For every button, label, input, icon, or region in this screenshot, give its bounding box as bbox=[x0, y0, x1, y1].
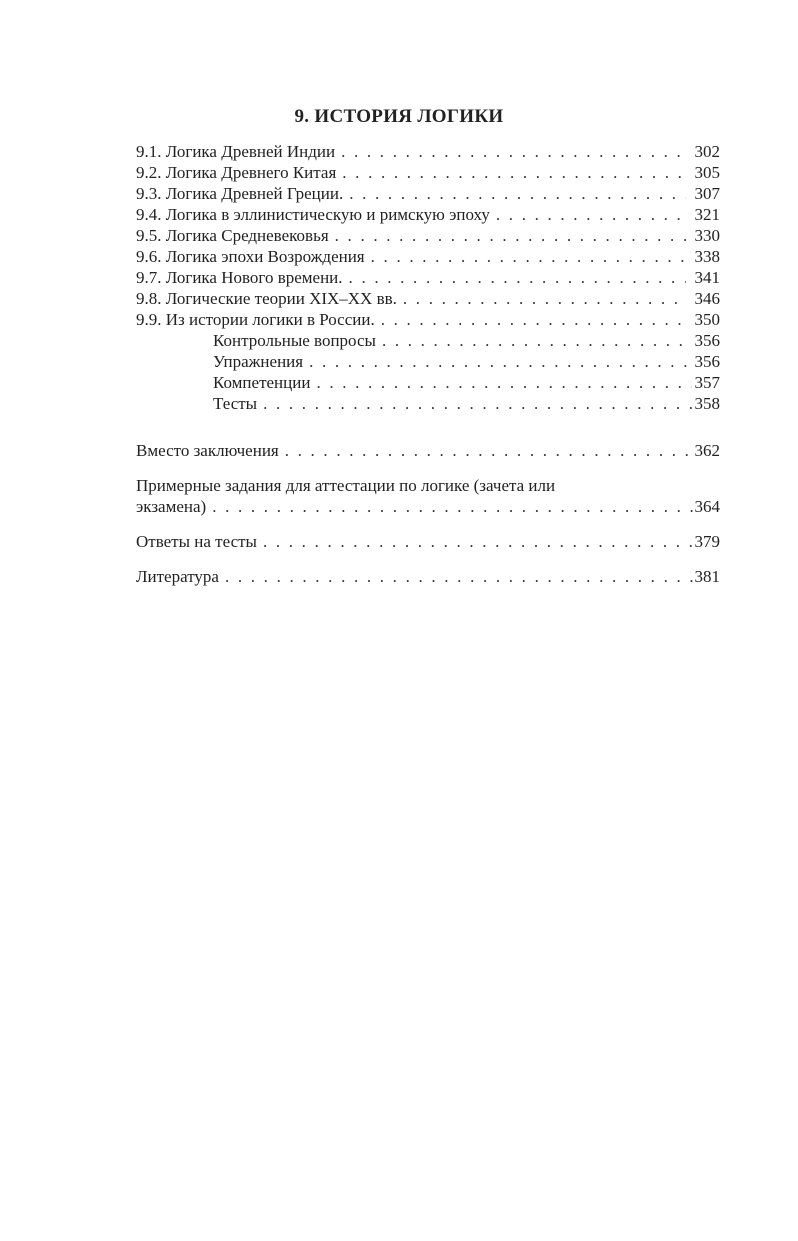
dot-leader bbox=[257, 393, 692, 414]
toc-subentry bbox=[136, 393, 720, 414]
dot-leader bbox=[257, 531, 695, 552]
toc-entry-label: Вместо заключения bbox=[136, 441, 279, 460]
toc-entry-label: 9.7. Логика Нового времени. bbox=[136, 268, 343, 287]
toc-entry-page: 350 bbox=[694, 310, 720, 329]
toc-entry-page: 305 bbox=[694, 163, 720, 182]
dot-leader bbox=[329, 225, 686, 246]
toc-back-matter bbox=[136, 440, 720, 587]
toc-entry-label: Литература bbox=[136, 567, 219, 586]
toc-entry-page: 379 bbox=[694, 532, 720, 551]
toc-entry-literature bbox=[136, 566, 720, 587]
toc-subentry-page: 357 bbox=[694, 373, 720, 392]
dot-leader bbox=[376, 330, 692, 351]
toc-entry-line2 bbox=[136, 496, 720, 517]
toc-entry-page: 338 bbox=[694, 247, 720, 266]
toc-entry bbox=[136, 183, 720, 204]
toc-subentry bbox=[136, 372, 720, 393]
toc-subentry-label: Контрольные вопросы bbox=[213, 331, 376, 350]
toc-entry bbox=[136, 225, 720, 246]
toc-entry-page: 362 bbox=[694, 441, 720, 460]
toc-entry bbox=[136, 246, 720, 267]
toc-subentry-page: 356 bbox=[694, 352, 720, 371]
dot-leader bbox=[365, 246, 686, 267]
toc-entry-label: 9.3. Логика Древней Греции. bbox=[136, 184, 344, 203]
toc-subentry bbox=[136, 351, 720, 372]
toc-entry-tasks bbox=[136, 475, 720, 517]
toc-entry-page: 302 bbox=[694, 142, 720, 161]
dot-leader bbox=[303, 351, 692, 372]
toc-entry-label: 9.1. Логика Древней Индии bbox=[136, 142, 336, 161]
dot-leader bbox=[490, 204, 686, 225]
toc-sections bbox=[136, 141, 720, 414]
toc-entry-page: 330 bbox=[694, 226, 720, 245]
toc-entry-label: 9.5. Логика Средневековья bbox=[136, 226, 329, 245]
dot-leader bbox=[335, 141, 686, 162]
dot-leader bbox=[206, 496, 694, 517]
toc-entry bbox=[136, 141, 720, 162]
toc-entry-page: 307 bbox=[694, 184, 720, 203]
dot-leader bbox=[219, 566, 695, 587]
toc-subentry-page: 358 bbox=[694, 394, 720, 413]
toc-subentry-page: 356 bbox=[694, 331, 720, 350]
toc-entry-page: 346 bbox=[694, 289, 720, 308]
dot-leader bbox=[375, 309, 686, 330]
toc-entry-page: 341 bbox=[694, 268, 720, 287]
toc-entry-label-line1: Примерные задания для аттестации по логике (зачета или bbox=[136, 476, 556, 495]
toc-entry bbox=[136, 162, 720, 183]
chapter-heading: 9. ИСТОРИЯ ЛОГИКИ bbox=[294, 106, 504, 127]
toc-entry-page: 364 bbox=[694, 497, 720, 516]
toc-entry-label: 9.2. Логика Древнего Китая bbox=[136, 163, 337, 182]
toc-entry-label: 9.6. Логика эпохи Возрождения bbox=[136, 247, 365, 266]
toc-entry-label: Ответы на тесты bbox=[136, 532, 257, 551]
dot-leader bbox=[343, 267, 686, 288]
toc-entry-label-line2: экзамена) bbox=[136, 497, 207, 516]
dot-leader bbox=[279, 440, 695, 461]
toc-entry-page: 321 bbox=[694, 205, 720, 224]
toc-entry-label: 9.9. Из истории логики в России. bbox=[136, 310, 375, 329]
toc-entry-conclusion bbox=[136, 440, 720, 461]
toc-entry-page: 381 bbox=[694, 567, 720, 586]
toc-subentry-label: Упражнения bbox=[213, 352, 304, 371]
toc-entry bbox=[136, 309, 720, 330]
toc-entry-label: 9.4. Логика в эллинистическую и римскую эпоху bbox=[136, 205, 490, 224]
dot-leader bbox=[397, 288, 686, 309]
dot-leader bbox=[343, 183, 686, 204]
toc-subentry-label: Компетенции bbox=[213, 373, 311, 392]
toc-subentry-label: Тесты bbox=[213, 394, 258, 413]
toc-entry bbox=[136, 267, 720, 288]
toc-subentry bbox=[136, 330, 720, 351]
toc-entry bbox=[136, 204, 720, 225]
dot-leader bbox=[310, 372, 692, 393]
toc-entry bbox=[136, 288, 720, 309]
toc-entry-label: 9.8. Логические теории XIX–XX вв. bbox=[136, 289, 397, 308]
toc-entry-answers bbox=[136, 531, 720, 552]
dot-leader bbox=[336, 162, 686, 183]
